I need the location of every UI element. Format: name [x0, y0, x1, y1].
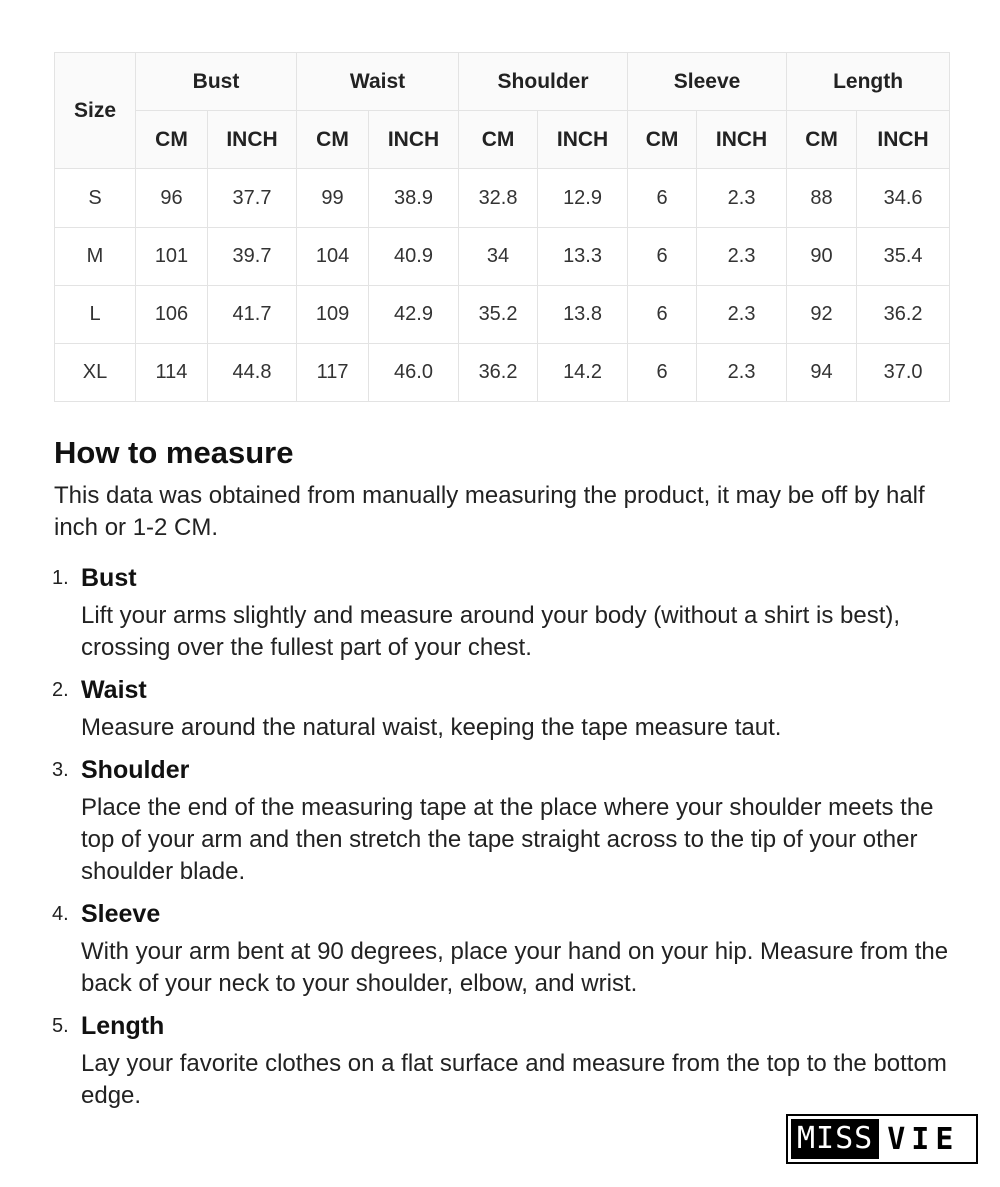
table-cell: 106 — [136, 286, 208, 344]
table-cell: 12.9 — [538, 169, 628, 228]
table-cell: 34 — [459, 228, 538, 286]
table-cell: 94 — [787, 344, 857, 402]
table-cell: 104 — [297, 228, 369, 286]
step-sleeve — [54, 896, 954, 1000]
table-cell: 6 — [628, 169, 697, 228]
table-header-units — [55, 111, 950, 169]
step-header — [52, 1008, 954, 1044]
unit-header-cm: CM — [459, 111, 538, 169]
step-waist — [54, 672, 954, 744]
table-cell: 14.2 — [538, 344, 628, 402]
step-description: With your arm bent at 90 degrees, place your hand on your hip. Measure from the back of your neck to your shoulder, elbow, and wrist. — [81, 938, 949, 997]
step-shoulder — [54, 752, 954, 888]
step-bust — [54, 560, 954, 664]
table-cell: 44.8 — [208, 344, 297, 402]
brand-logo — [786, 1114, 978, 1164]
table-cell: 35.2 — [459, 286, 538, 344]
unit-header-inch: INCH — [697, 111, 787, 169]
section-title: How to measure — [54, 435, 294, 470]
table-cell: 90 — [787, 228, 857, 286]
table-cell: 101 — [136, 228, 208, 286]
intro-text: This data was obtained from manually measuring the product, it may be off by half inch or 1-2 CM. — [54, 482, 925, 541]
unit-header-cm: CM — [628, 111, 697, 169]
step-header — [52, 896, 954, 932]
table-row — [55, 169, 950, 228]
waist-header: Waist — [297, 53, 459, 111]
unit-header-cm: CM — [297, 111, 369, 169]
table-cell: 35.4 — [857, 228, 950, 286]
step-number: 4. — [52, 903, 69, 925]
table-cell: 2.3 — [697, 344, 787, 402]
table-cell: 41.7 — [208, 286, 297, 344]
step-number: 2. — [52, 679, 69, 701]
step-number: 5. — [52, 1015, 69, 1037]
how-to-measure-section — [54, 430, 954, 1120]
size-cell: L — [55, 286, 136, 344]
table-cell: 32.8 — [459, 169, 538, 228]
step-number: 1. — [52, 567, 69, 589]
table-cell: 36.2 — [459, 344, 538, 402]
step-number: 3. — [52, 759, 69, 781]
unit-header-inch: INCH — [208, 111, 297, 169]
step-header — [52, 752, 954, 788]
table-cell: 117 — [297, 344, 369, 402]
table-cell: 36.2 — [857, 286, 950, 344]
table-cell: 109 — [297, 286, 369, 344]
table-cell: 39.7 — [208, 228, 297, 286]
table-cell: 6 — [628, 344, 697, 402]
table-cell: 99 — [297, 169, 369, 228]
table-cell: 46.0 — [369, 344, 459, 402]
size-cell: XL — [55, 344, 136, 402]
table-cell: 40.9 — [369, 228, 459, 286]
table-cell: 6 — [628, 228, 697, 286]
unit-header-inch: INCH — [369, 111, 459, 169]
logo-text-right: VIE — [887, 1121, 960, 1157]
table-cell: 92 — [787, 286, 857, 344]
table-cell: 34.6 — [857, 169, 950, 228]
step-length — [54, 1008, 954, 1112]
length-header: Length — [787, 53, 950, 111]
table-cell: 2.3 — [697, 228, 787, 286]
measure-steps-list — [54, 560, 954, 1112]
unit-header-cm: CM — [787, 111, 857, 169]
size-cell: M — [55, 228, 136, 286]
unit-header-cm: CM — [136, 111, 208, 169]
size-column-header: Size — [55, 53, 136, 169]
unit-header-inch: INCH — [538, 111, 628, 169]
step-title: Shoulder — [81, 756, 190, 784]
table-row — [55, 344, 950, 402]
table-row — [55, 286, 950, 344]
sleeve-header: Sleeve — [628, 53, 787, 111]
table-cell: 13.3 — [538, 228, 628, 286]
table-cell: 2.3 — [697, 286, 787, 344]
size-chart-table — [54, 52, 950, 402]
step-description: Measure around the natural waist, keeping the tape measure taut. — [81, 714, 782, 741]
step-header — [52, 560, 954, 596]
logo-text-left: MISS — [791, 1119, 879, 1159]
step-title: Bust — [81, 564, 137, 592]
step-description: Place the end of the measuring tape at the place where your shoulder meets the top of your arm and then stretch the tape straight across to the tip of your other shoulder blade. — [81, 794, 934, 885]
table-cell: 38.9 — [369, 169, 459, 228]
bust-header: Bust — [136, 53, 297, 111]
step-description: Lift your arms slightly and measure around your body (without a shirt is best), crossing over the fullest part of your chest. — [81, 602, 901, 661]
size-cell: S — [55, 169, 136, 228]
table-cell: 88 — [787, 169, 857, 228]
table-cell: 37.0 — [857, 344, 950, 402]
table-row — [55, 228, 950, 286]
step-header — [52, 672, 954, 708]
unit-header-inch: INCH — [857, 111, 950, 169]
table-cell: 13.8 — [538, 286, 628, 344]
shoulder-header: Shoulder — [459, 53, 628, 111]
step-description: Lay your favorite clothes on a flat surface and measure from the top to the bottom edge. — [81, 1050, 947, 1109]
step-title: Length — [81, 1012, 165, 1040]
table-cell: 114 — [136, 344, 208, 402]
table-header-groups — [55, 53, 950, 111]
table-cell: 37.7 — [208, 169, 297, 228]
table-cell: 96 — [136, 169, 208, 228]
step-title: Waist — [81, 676, 147, 704]
table-cell: 6 — [628, 286, 697, 344]
table-cell: 42.9 — [369, 286, 459, 344]
table-cell: 2.3 — [697, 169, 787, 228]
step-title: Sleeve — [81, 900, 161, 928]
